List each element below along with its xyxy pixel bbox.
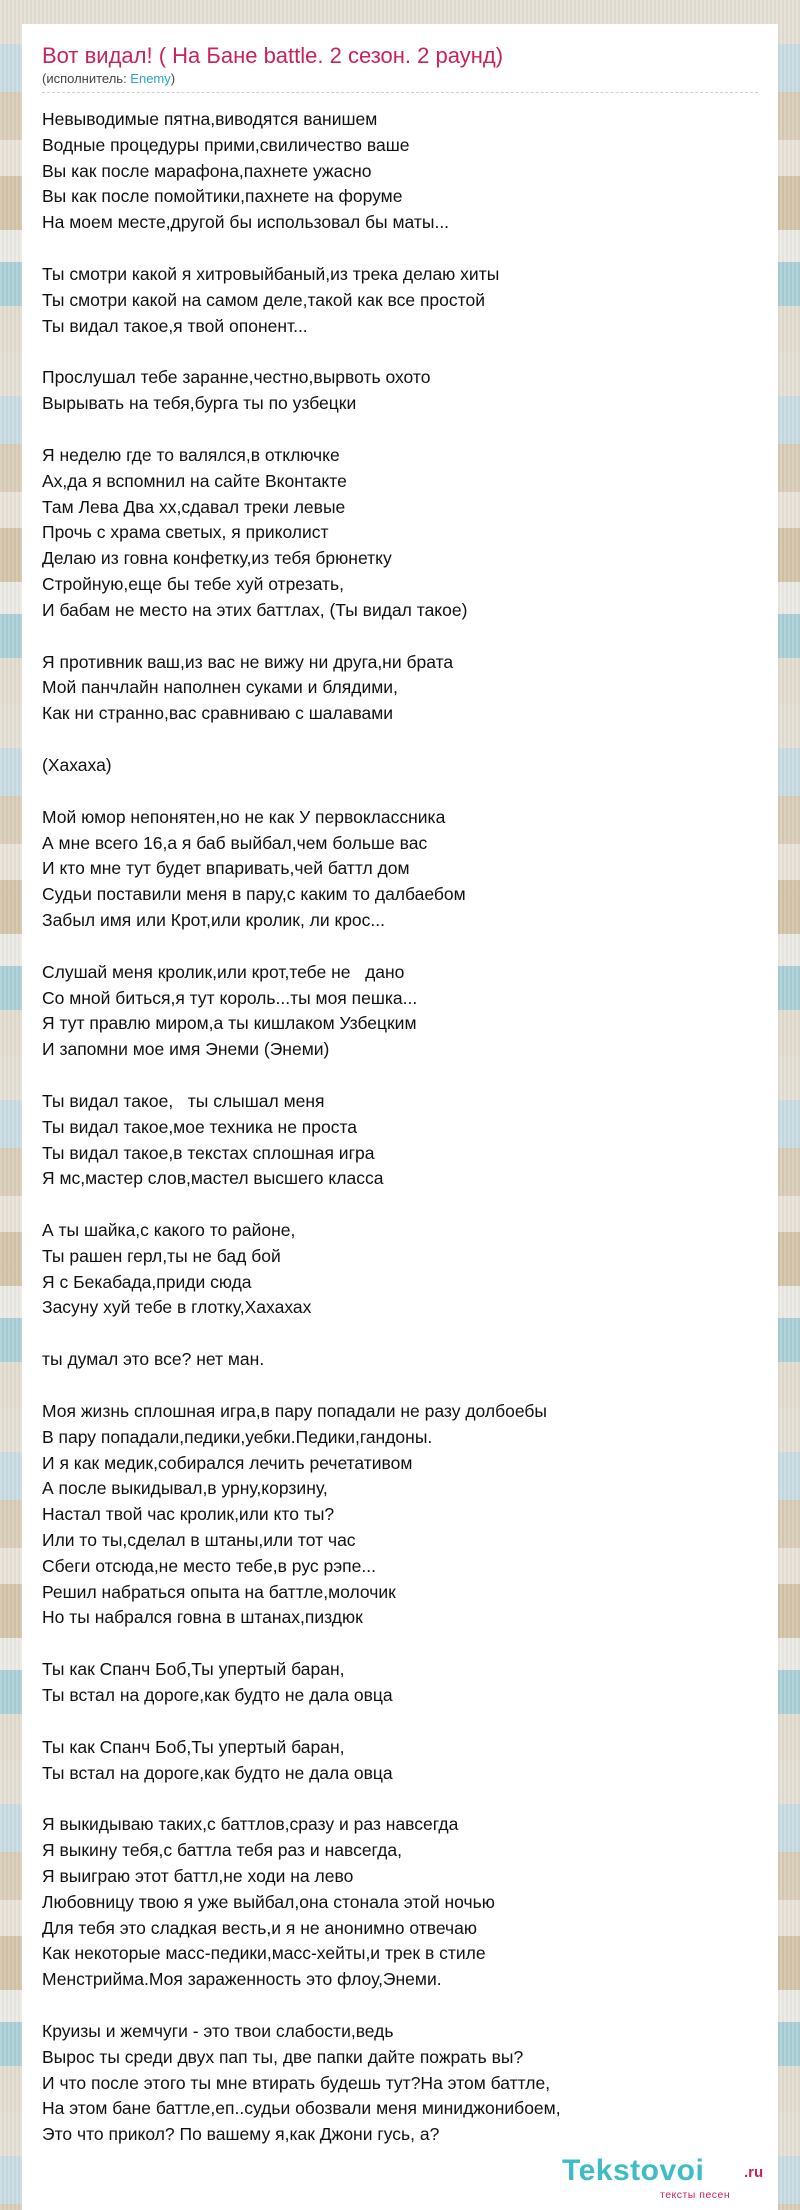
lyrics-line: Любовницу твою я уже выйбал,она стонала этой ночью <box>42 1891 495 1912</box>
lyrics-stanza <box>42 443 758 624</box>
lyrics-line: Забыл имя или Крот,или кролик, ли крос... <box>42 909 385 930</box>
lyrics-line: И что после этого ты мне втирать будешь тут?На этом баттле, <box>42 2072 551 2093</box>
lyrics-line: Водные процедуры прими,свиличество ваше <box>42 134 410 155</box>
lyrics-line: На этом бане баттле,еп..судьи обозвали меня миниджонибоем, <box>42 2098 561 2119</box>
lyrics-line: Ты смотри какой я хитровыйбаный,из трека делаю хиты <box>42 263 500 284</box>
lyrics-line: Со мной биться,я тут король...ты моя пешка... <box>42 987 418 1008</box>
lyrics-line: Судьи поставили меня в пару,с каким то далбаебом <box>42 884 466 905</box>
lyrics-line: Ты встал на дороге,как будто не дала овца <box>42 1685 393 1706</box>
lyrics-stanza <box>42 2019 758 2148</box>
lyrics-line: Я с Бекабада,приди сюда <box>42 1271 252 1292</box>
lyrics-line: Ты видал такое,мое техника не проста <box>42 1116 358 1137</box>
lyrics-line: Прочь с храма светых, я приколист <box>42 522 329 543</box>
lyrics-line: Ты смотри какой на самом деле,такой как все простой <box>42 289 485 310</box>
logo-wordmark: Tekstovoi <box>562 2154 705 2187</box>
lyrics-line: Ты видал такое,я твой опонент... <box>42 315 308 336</box>
lyrics-line: Вырос ты среди двух пап ты, две папки дайте пожрать вы? <box>42 2046 524 2067</box>
lyrics-line: Там Лева Два хх,сдавал треки левые <box>42 496 346 517</box>
lyrics-line: Невыводимые пятна,виводятся ванишем <box>42 109 378 129</box>
lyrics-stanza <box>42 1347 758 1373</box>
lyrics-stanza <box>42 650 758 727</box>
content-panel <box>22 24 778 2210</box>
lyrics-line: Ты как Спанч Боб,Ты упертый баран, <box>42 1659 345 1680</box>
lyrics-line: Круизы и жемчуги - это твои слабости,ведь <box>42 2021 394 2042</box>
lyrics-line: ты думал это все? нет ман. <box>42 1349 265 1370</box>
lyrics-line: Ты видал такое, ты слышал меня <box>42 1090 325 1111</box>
lyrics-line: И я как медик,собирался лечить речетативом <box>42 1452 413 1473</box>
lyrics-line: Или то ты,сделал в штаны,или тот час <box>42 1530 356 1551</box>
lyrics-line: А мне всего 16,а я баб выйбал,чем больше вас <box>42 832 428 853</box>
lyrics-line: На моем месте,другой бы использовал бы маты... <box>42 212 450 233</box>
lyrics-line: Делаю из говна конфетку,из тебя брюнетку <box>42 548 392 569</box>
artist-suffix: ) <box>170 71 176 86</box>
lyrics-line: Вырывать на тебя,бурга ты по узбецки <box>42 393 357 414</box>
lyrics-line: Это что прикол? По вашему я,как Джони гусь, а? <box>42 2124 440 2145</box>
lyrics-line: Для тебя это сладкая весть,и я не анонимно отвечаю <box>42 1917 477 1938</box>
lyrics-line: Ты видал такое,в текстах сплошная игра <box>42 1142 375 1163</box>
lyrics-stanza <box>42 107 758 236</box>
lyrics-line: Я неделю где то валялся,в отключке <box>42 444 340 465</box>
lyrics-stanza <box>42 960 758 1063</box>
lyrics-line: Прослушал тебе заранне,честно,вырвоть охото <box>42 367 431 388</box>
lyrics-line: Ты рашен герл,ты не бад бой <box>42 1245 281 1266</box>
logo-domain: .ru <box>744 2164 764 2181</box>
lyrics-line: Я выкину тебя,с баттла тебя раз и навсегда, <box>42 1840 402 1861</box>
lyrics-stanza <box>42 1812 758 1993</box>
lyrics-stanza <box>42 1735 758 1787</box>
lyrics-line: Моя жизнь сплошная игра,в пару попадали не разу долбоебы <box>42 1401 547 1422</box>
lyrics-line: Стройную,еще бы тебе хуй отрезать, <box>42 573 345 594</box>
lyrics-line: И кто мне тут будет впаривать,чей баттл дом <box>42 858 410 879</box>
lyrics-line: И бабам не место на этих баттлах, (Ты видал такое) <box>42 599 468 620</box>
lyrics-line: Сбеги отсюда,не место тебе,в рус рэпе... <box>42 1555 376 1576</box>
lyrics-line: Но ты набрался говна в штанах,пиздюк <box>42 1607 363 1628</box>
lyrics-stanza <box>42 1399 758 1631</box>
lyrics-stanza <box>42 753 758 779</box>
lyrics-line: Я тут правлю миром,а ты кишлаком Узбецким <box>42 1013 417 1034</box>
lyrics-line: Настал твой час кролик,или кто ты? <box>42 1504 335 1525</box>
lyrics-stanza <box>42 1089 758 1192</box>
lyrics-line: Слушай меня кролик,или крот,тебе не дано <box>42 961 405 982</box>
lyrics-line: (Хахаха) <box>42 754 112 775</box>
lyrics-line: Вы как после марафона,пахнете ужасно <box>42 160 372 181</box>
lyrics-stanza <box>42 365 758 417</box>
site-logo[interactable] <box>562 2154 772 2204</box>
lyrics-line: Мой юмор непонятен,но не как У первоклассника <box>42 806 446 827</box>
lyrics-line: Мой панчлайн наполнен суками и блядими, <box>42 677 398 698</box>
lyrics-line: Я противник ваш,из вас не вижу ни друга,ни брата <box>42 651 454 672</box>
logo-tagline: тексты песен <box>660 2189 731 2201</box>
lyrics-line: А ты шайка,с какого то районе, <box>42 1220 296 1241</box>
artist-link[interactable]: Enemy <box>130 71 171 86</box>
song-title: Вот видал! ( На Бане battle. 2 сезон. 2 раунд) <box>42 43 504 68</box>
lyrics-line: Я выиграю этот баттл,не ходи на лево <box>42 1866 354 1887</box>
lyrics-line: Ты как Спанч Боб,Ты упертый баран, <box>42 1736 345 1757</box>
lyrics-line: Решил набраться опыта на баттле,молочик <box>42 1581 396 1602</box>
lyrics-stanza <box>42 1218 758 1321</box>
lyrics-stanza <box>42 262 758 339</box>
lyrics-line: И запомни мое имя Энеми (Энеми) <box>42 1039 330 1060</box>
lyrics-line: Я выкидываю таких,с баттлов,сразу и раз навсегда <box>42 1814 459 1835</box>
lyrics-line: Засуну хуй тебе в глотку,Хахахах <box>42 1297 312 1318</box>
artist-line <box>42 70 758 93</box>
lyrics-line: Как ни странно,вас сравниваю с шалавами <box>42 703 394 724</box>
lyrics-line: Я мс,мастер слов,мастел высшего класса <box>42 1168 384 1189</box>
lyrics-body <box>42 107 758 2148</box>
lyrics-line: В пару попадали,педики,уебки.Педики,гандоны. <box>42 1426 433 1447</box>
lyrics-line: Менстриймa.Моя зараженность это флоу,Энеми. <box>42 1969 442 1990</box>
lyrics-line: А после выкидывал,в урну,корзину, <box>42 1478 328 1499</box>
lyrics-stanza <box>42 805 758 934</box>
lyrics-line: Вы как после помойтики,пахнете на форуме <box>42 186 403 207</box>
lyrics-line: Ты встал на дороге,как будто не дала овца <box>42 1762 393 1783</box>
lyrics-stanza <box>42 1657 758 1709</box>
lyrics-line: Ах,да я вспомнил на сайте Вконтакте <box>42 470 347 491</box>
lyrics-line: Как некоторые масс-педики,масс-хейты,и трек в стиле <box>42 1943 486 1964</box>
artist-prefix: (исполнитель: <box>42 71 131 86</box>
